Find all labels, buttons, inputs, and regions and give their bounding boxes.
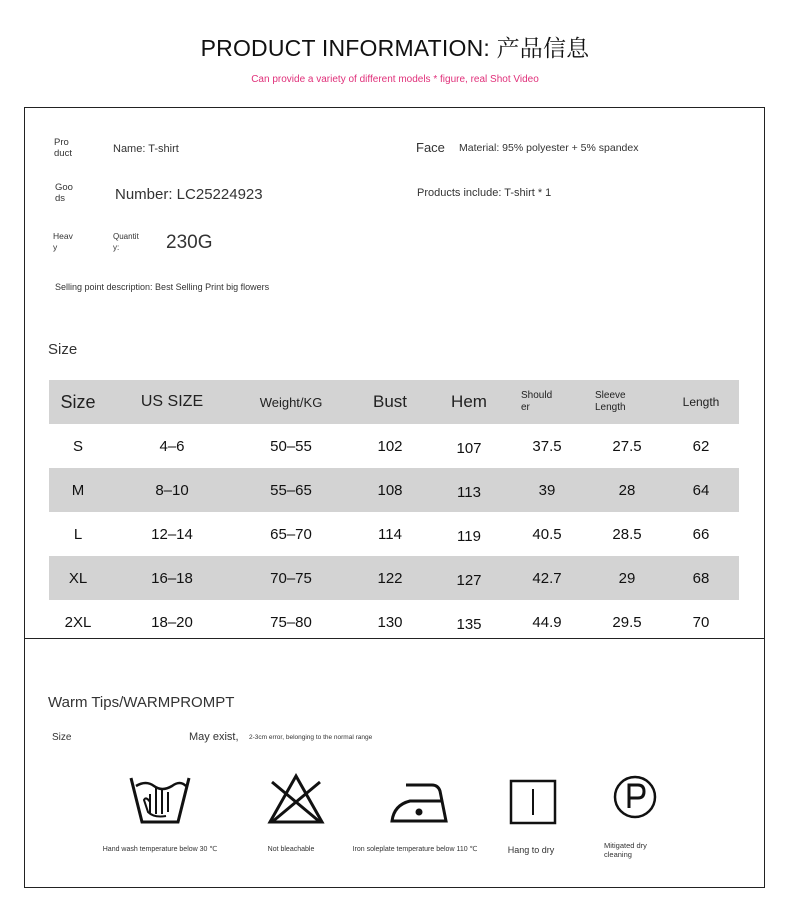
table-cell: 135 <box>456 615 482 633</box>
table-cell: 4–6 <box>159 437 185 455</box>
column-header: Should er <box>521 390 553 413</box>
dry-clean-caption: Mitigated dry cleaning <box>604 841 647 859</box>
table-cell: 66 <box>692 525 710 543</box>
no-bleach-caption: Not bleachable <box>267 846 315 853</box>
may-exist-text: May exist, <box>189 731 239 743</box>
table-cell: 16–18 <box>151 569 193 587</box>
page-subtitle: Can provide a variety of different models * figure, real Shot Video <box>251 74 539 85</box>
column-header: Hem <box>451 392 487 411</box>
goods-label: Goo ds <box>55 182 73 204</box>
table-cell: 70–75 <box>270 569 312 587</box>
hang-dry-caption: Hang to dry <box>507 845 555 855</box>
table-cell: 130 <box>377 613 403 631</box>
column-header: US SIZE <box>140 393 204 410</box>
dry-clean-icon <box>612 774 658 820</box>
table-cell: S <box>72 437 83 455</box>
table-cell: 119 <box>457 527 481 545</box>
error-note: 2-3cm error, belonging to the normal range <box>249 734 373 741</box>
table-cell: 44.9 <box>532 613 562 631</box>
selling-point: Selling point description: Best Selling Print big flowers <box>55 282 270 292</box>
hand-wash-caption: Hand wash temperature below 30 ℃ <box>102 846 218 853</box>
table-row <box>49 424 739 468</box>
table-cell: 113 <box>457 483 481 501</box>
heavy-label: Heav y <box>53 231 73 252</box>
column-header: Size <box>60 391 96 412</box>
face-label: Face <box>416 140 445 155</box>
table-cell: 29 <box>618 569 636 587</box>
table-cell: 122 <box>377 569 403 587</box>
hand-wash-icon <box>128 772 192 826</box>
table-cell: 42.7 <box>532 569 562 587</box>
table-cell: 29.5 <box>612 613 642 631</box>
table-cell: 8–10 <box>155 481 189 499</box>
table-cell: 2XL <box>64 613 92 631</box>
table-header-row <box>49 380 739 424</box>
page-title: PRODUCT INFORMATION: 产品信息 <box>200 35 590 61</box>
weight-value: 230G <box>166 232 213 253</box>
table-cell: 68 <box>692 569 710 587</box>
table-cell: 127 <box>456 571 482 589</box>
table-cell: XL <box>68 569 88 587</box>
column-header: Length <box>682 395 720 409</box>
hang-dry-icon <box>509 779 557 825</box>
table-row <box>49 600 739 644</box>
iron-icon <box>388 781 450 827</box>
table-cell: 64 <box>692 481 710 499</box>
table-cell: 28.5 <box>612 525 642 543</box>
products-include: Products include: T-shirt * 1 <box>417 187 552 199</box>
table-cell: 75–80 <box>270 613 312 631</box>
product-name: Name: T-shirt <box>113 143 179 155</box>
table-cell: 37.5 <box>532 437 562 455</box>
table-row <box>49 468 739 512</box>
table-cell: 27.5 <box>612 437 642 455</box>
table-cell: M <box>71 481 85 499</box>
table-cell: L <box>73 525 83 543</box>
tips-heading: Warm Tips/WARMPROMPT <box>48 694 235 711</box>
table-cell: 18–20 <box>151 613 193 631</box>
table-cell: 114 <box>378 525 402 543</box>
table-cell: 65–70 <box>270 525 312 543</box>
quantity-label: Quantit y: <box>113 232 139 252</box>
product-label: Pro duct <box>54 137 72 159</box>
column-header: Sleeve Length <box>595 390 626 413</box>
table-cell: 62 <box>692 437 710 455</box>
table-row <box>49 512 739 556</box>
table-cell: 107 <box>456 439 482 457</box>
table-cell: 50–55 <box>270 437 312 455</box>
product-number: Number: LC25224923 <box>115 186 263 203</box>
size-table <box>49 380 739 644</box>
table-cell: 108 <box>377 481 403 499</box>
table-cell: 40.5 <box>532 525 562 543</box>
material: Material: 95% polyester + 5% spandex <box>459 142 639 154</box>
column-header: Weight/KG <box>259 394 323 410</box>
column-header: Bust <box>372 392 408 411</box>
tips-size-label: Size <box>52 732 72 743</box>
size-heading: Size <box>48 341 78 358</box>
no-bleach-icon <box>266 772 326 826</box>
table-cell: 12–14 <box>151 525 193 543</box>
table-cell: 55–65 <box>270 481 312 499</box>
table-cell: 102 <box>377 437 403 455</box>
table-cell: 39 <box>538 481 556 499</box>
table-cell: 28 <box>618 481 636 499</box>
table-cell: 70 <box>692 613 710 631</box>
iron-caption: Iron soleplate temperature below 110 ℃ <box>352 846 478 853</box>
table-row <box>49 556 739 600</box>
